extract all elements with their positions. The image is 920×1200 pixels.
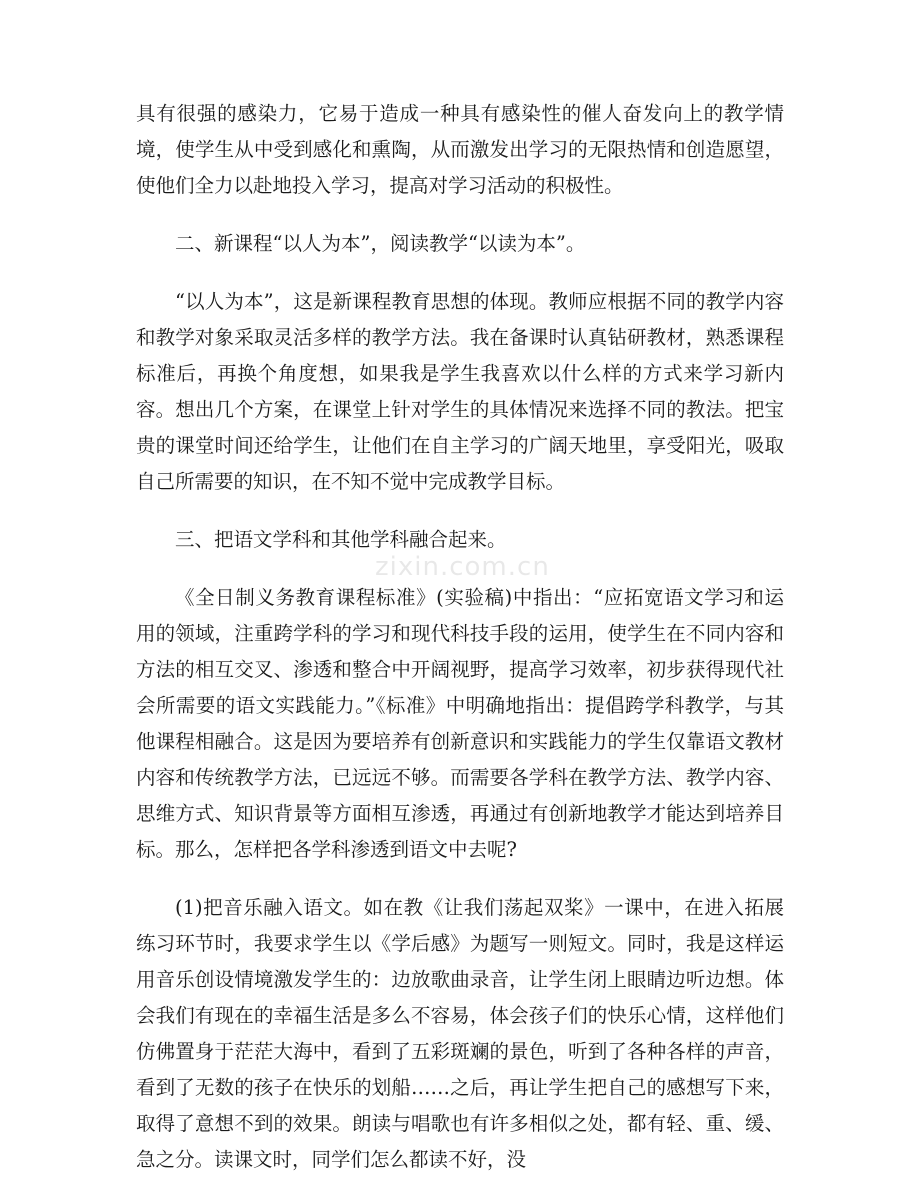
paragraph-curriculum-standard: 《全日制义务教育课程标准》(实验稿)中指出：“应拓宽语文学习和运用的领域，注重跨学科的学习和现代科技手段的运用，使学生在不同内容和方法的相互交叉、渗透和整合中开阔视野，提高学习效率，初步获得现代社会所需要的语文实践能力。”《标准》中明确地指出：提倡跨学科教学，与其他课程相融合。这是因为要培养有创新意识和实践能力的学生仅靠语文教材内容和传统教学方法，已远远不够。而需要各学科在教学方法、教学内容、思维方式、知识背景等方面相互渗透，再通过有创新地教学才能达到培养目标。那么，怎样把各学科渗透到语文中去呢? [136, 586, 784, 861]
watermark: zixin.com.cn [375, 552, 550, 582]
document-body [136, 96, 784, 1200]
section-heading-2: 二、新课程“以人为本”，阅读教学“以读为本”。 [175, 232, 586, 255]
section-heading-3: 三、把语文学科和其他学科融合起来。 [175, 528, 507, 551]
paragraph-people-oriented: “以人为本”，这是新课程教育思想的体现。教师应根据不同的教学内容和教学对象采取灵活多样的教学方法。我在备课时认真钻研教材，熟悉课程标准后，再换个角度想，如果我是学生我喜欢以什么样的方式来学习新内容。想出几个方案，在课堂上针对学生的具体情况来选择不同的教法。把宝贵的课堂时间还给学生，让他们在自主学习的广阔天地里，享受阳光，吸取自己所需要的知识，在不知不觉中完成教学目标。 [136, 290, 784, 493]
paragraph-continuation: 具有很强的感染力，它易于造成一种具有感染性的催人奋发向上的教学情境，使学生从中受到感化和熏陶，从而激发出学习的无限热情和创造愿望，使他们全力以赴地投入学习，提高对学习活动的积极性。 [136, 102, 784, 197]
paragraph-music-integration: (1)把音乐融入语文。如在教《让我们荡起双桨》一课中，在进入拓展练习环节时，我要求学生以《学后感》为题写一则短文。同时，我是这样运用音乐创设情境激发学生的：边放歌曲录音，让学生闭上眼睛边听边想。体会我们有现在的幸福生活是多么不容易，体会孩子们的快乐心情，这样他们仿佛置身于茫茫大海中，看到了五彩斑斓的景色，听到了各种各样的声音，看到了无数的孩子在快乐的划船……之后，再让学生把自己的感想写下来，取得了意想不到的效果。朗读与唱歌也有许多相似之处，都有轻、重、缓、急之分。读课文时，同学们怎么都读不好，没 [136, 896, 784, 1171]
